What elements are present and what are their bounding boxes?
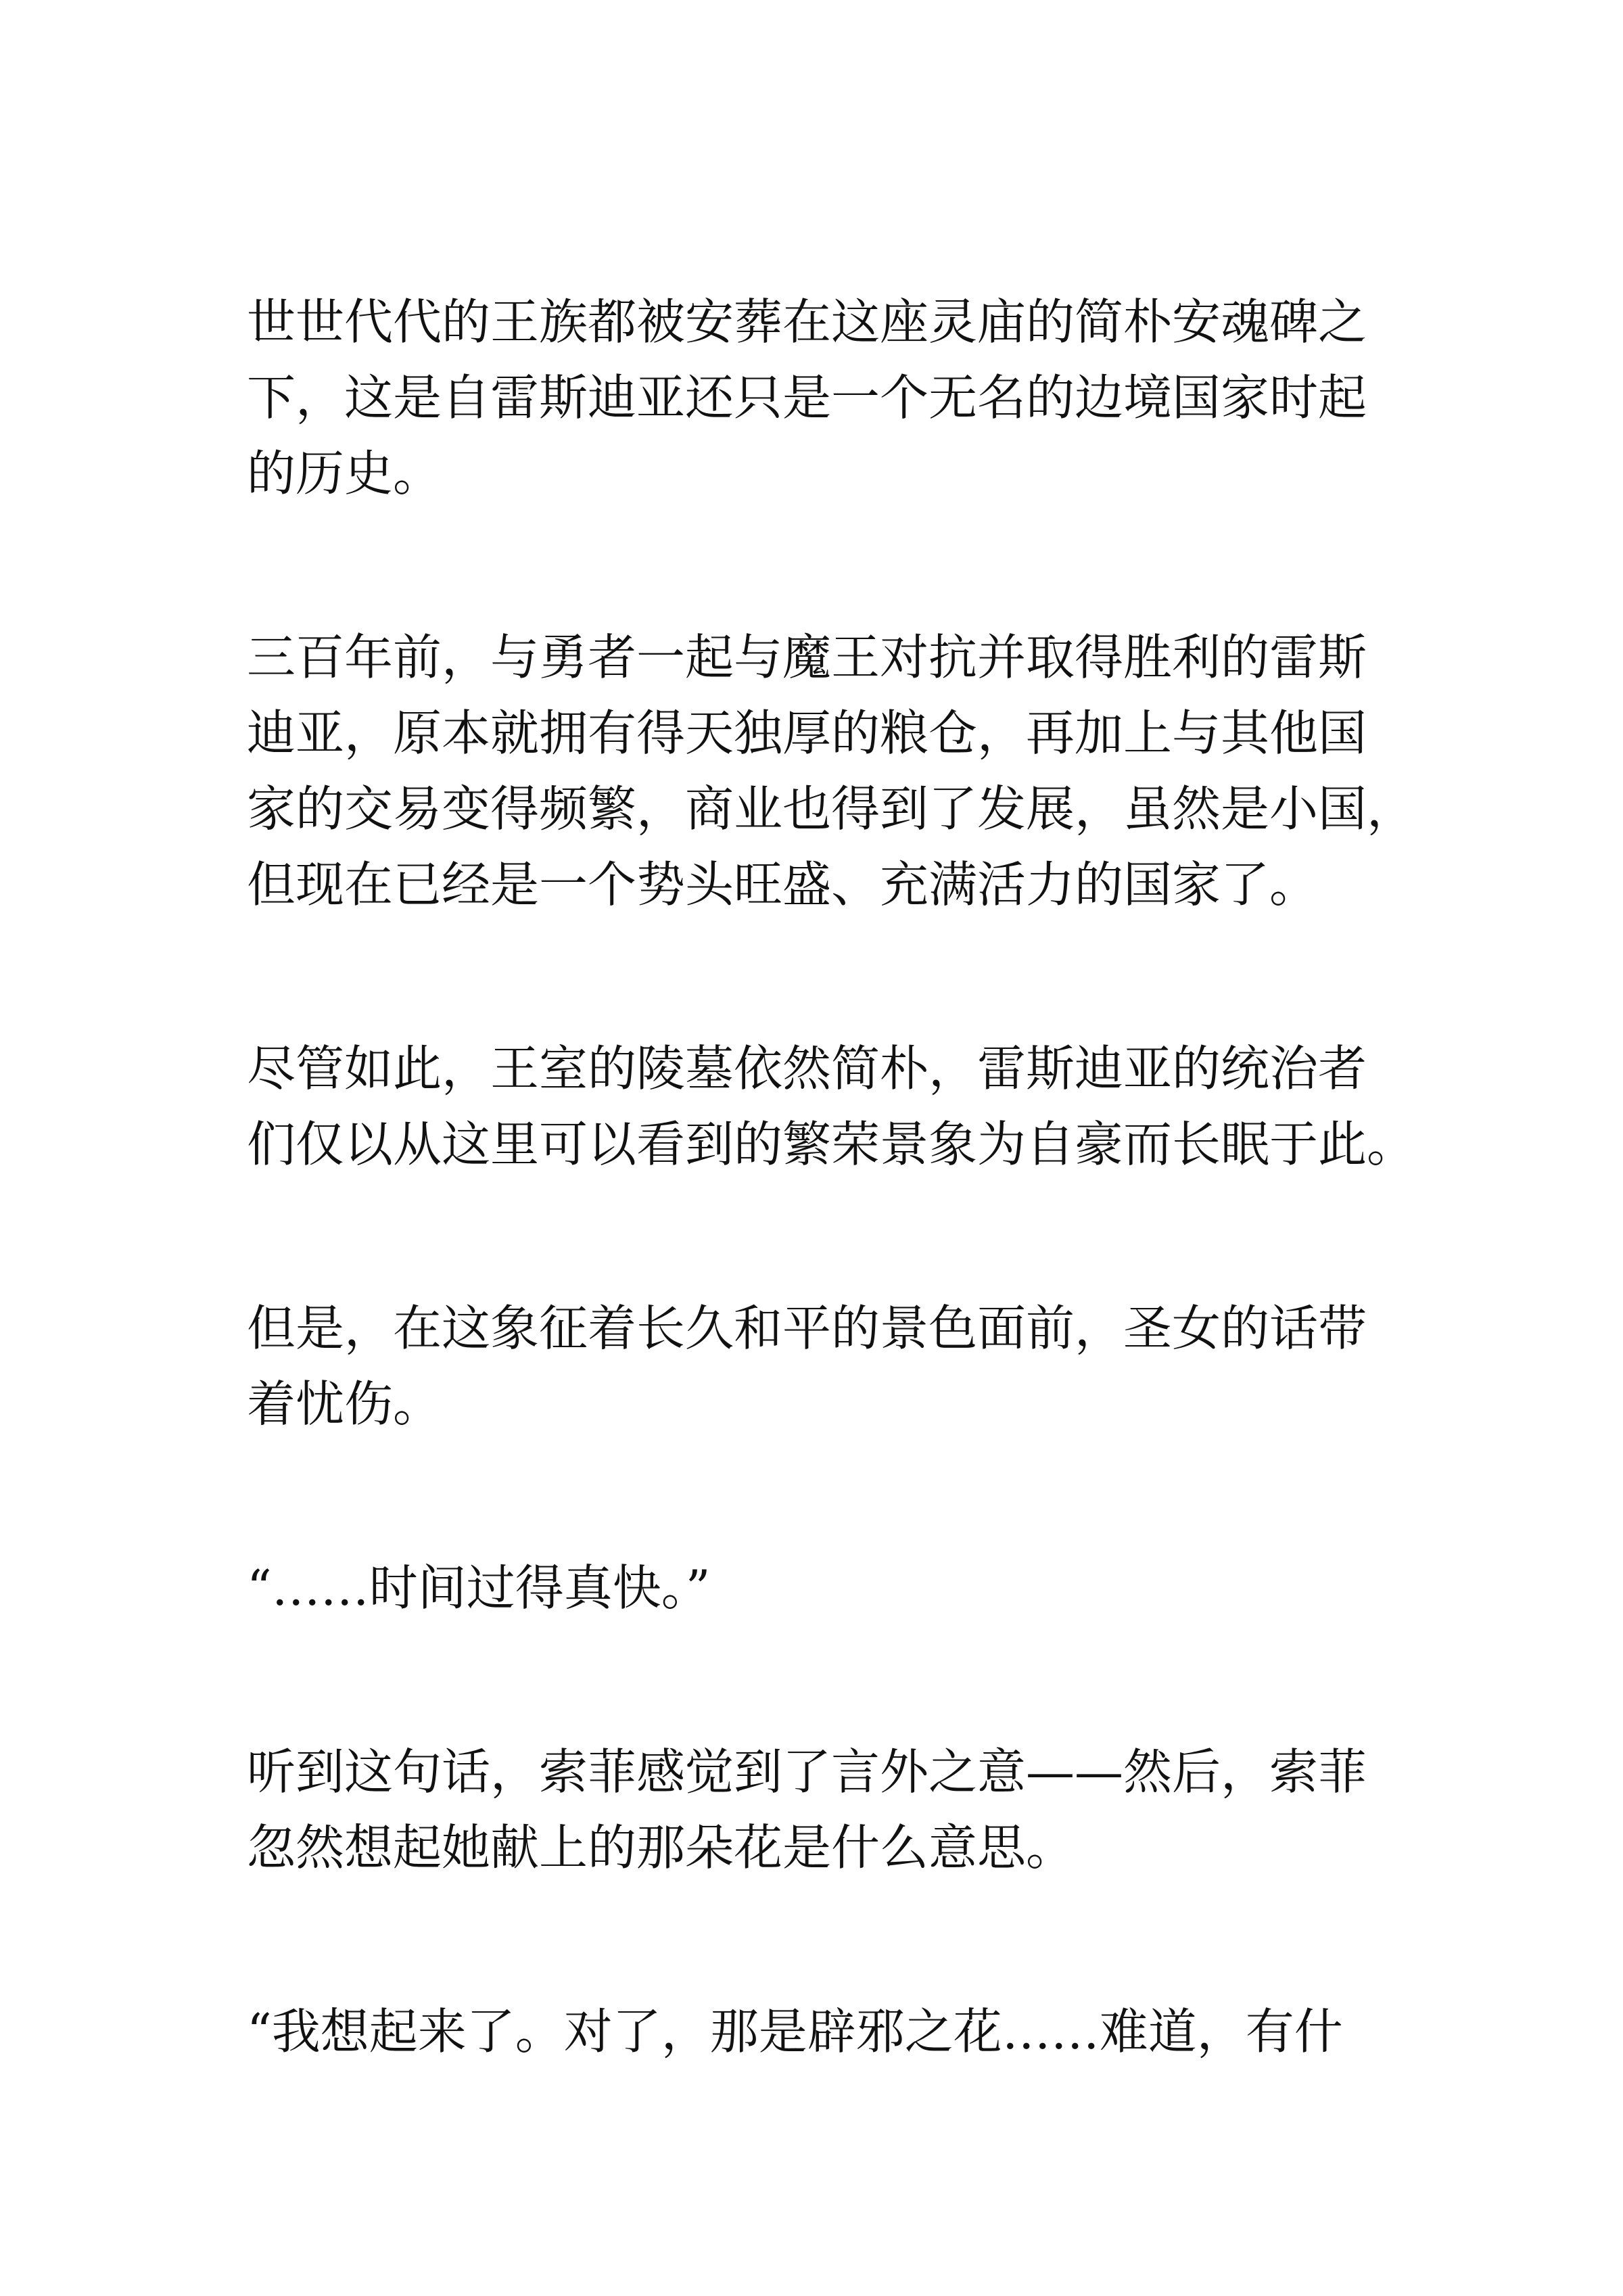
body-text	[247, 284, 1416, 2178]
text-line: 但现在已经是一个势头旺盛、充满活力的国家了。	[247, 856, 1319, 913]
text-line: 着忧伤。	[247, 1376, 442, 1432]
text-line: “……时间过得真快。”	[247, 1560, 711, 1616]
text-line: 迪亚，原本就拥有得天独厚的粮仓，再加上与其他国	[247, 705, 1367, 762]
text-line: “我想起来了。对了，那是辟邪之花……难道，有什	[247, 2003, 1343, 2060]
text-line: 的历史。	[247, 445, 442, 502]
paragraph-4	[247, 1290, 1396, 1442]
text-line: 世世代代的王族都被安葬在这座灵庙的简朴安魂碑之	[247, 294, 1367, 350]
text-line: 尽管如此，王室的陵墓依然简朴，雷斯迪亚的统治者	[247, 1040, 1367, 1097]
text-line: 但是，在这象征着长久和平的景色面前，圣女的话带	[247, 1300, 1367, 1357]
paragraph-3	[247, 1031, 1416, 1182]
text-line: 忽然想起她献上的那朵花是什么意思。	[247, 1819, 1075, 1876]
paragraph-5-dialogue	[247, 1550, 1396, 1626]
text-line: 家的交易变得频繁，商业也得到了发展，虽然是小国，	[247, 780, 1416, 837]
paragraph-2	[247, 619, 1416, 922]
text-line: 下，这是自雷斯迪亚还只是一个无名的边境国家时起	[247, 369, 1367, 426]
paragraph-1	[247, 284, 1396, 511]
paragraph-6	[247, 1734, 1396, 1885]
text-line: 三百年前，与勇者一起与魔王对抗并取得胜利的雷斯	[247, 629, 1367, 686]
paragraph-7-dialogue	[247, 1994, 1396, 2069]
text-line: 们仅以从这里可以看到的繁荣景象为自豪而长眠于此。	[247, 1116, 1416, 1173]
text-line: 听到这句话，索菲感觉到了言外之意——然后，索菲	[247, 1743, 1367, 1800]
